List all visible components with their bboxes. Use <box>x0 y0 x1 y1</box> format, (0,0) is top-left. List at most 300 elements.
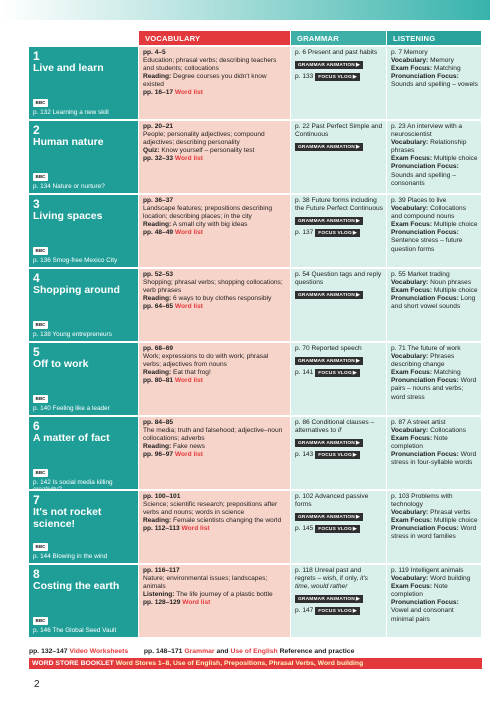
listening-line <box>391 65 478 73</box>
grammar-topic <box>295 345 383 353</box>
vocabulary-cell <box>139 267 291 341</box>
vocabulary-line <box>143 443 287 451</box>
grammar-cell <box>291 193 387 267</box>
listening-key: Exam Focus: <box>391 65 433 73</box>
vocabulary-text: Female scientists changing the world <box>171 517 282 525</box>
vocabulary-text: pp. 84–85 <box>143 419 174 426</box>
top-gradient-bar <box>0 0 490 20</box>
listening-key: Pronunciation Focus: <box>391 451 459 459</box>
vocabulary-key: Reading: <box>143 517 172 525</box>
vocabulary-cell <box>139 119 291 193</box>
listening-cell <box>387 341 482 415</box>
focus-vlog-page: p. 145 <box>295 524 314 532</box>
word-list-link: Word list <box>182 599 211 607</box>
listening-key: Exam Focus: <box>391 435 433 443</box>
listening-text: p. 7 Memory <box>391 49 428 56</box>
bbc-logo-icon: BBC <box>33 469 48 477</box>
unit-cell <box>29 267 139 341</box>
badge-label: GRAMMAR ANIMATION <box>298 63 355 69</box>
listening-line <box>391 279 478 287</box>
unit-number: 2 <box>33 123 40 137</box>
bbc-logo-icon: BBC <box>33 173 48 181</box>
vocabulary-line <box>143 501 287 517</box>
listening-text: Phrases describing change <box>391 353 455 369</box>
badge-label: GRAMMAR ANIMATION <box>298 219 355 225</box>
play-icon: ▶ <box>355 62 361 69</box>
vocabulary-line <box>143 567 287 575</box>
unit-number: 3 <box>33 197 40 211</box>
header-grammar: GRAMMAR <box>291 31 387 45</box>
unit-video-link: p. 140 Feeling like a leader <box>33 405 110 412</box>
listening-text: Matching <box>432 369 461 377</box>
unit-number: 4 <box>33 271 40 285</box>
listening-line <box>391 49 478 57</box>
vocabulary-cell <box>139 563 291 637</box>
vocabulary-line <box>143 575 287 591</box>
word-list-link: Word list <box>174 229 203 237</box>
vocabulary-line <box>143 229 287 237</box>
focus-vlog-row <box>295 605 383 615</box>
bbc-logo-icon: BBC <box>33 395 48 403</box>
vocabulary-line <box>143 155 287 163</box>
play-icon: ▶ <box>352 230 357 237</box>
play-icon: ▶ <box>352 74 357 81</box>
vocabulary-line <box>143 295 287 303</box>
vocabulary-line <box>143 493 287 501</box>
play-icon: ▶ <box>355 218 361 225</box>
focus-vlog-page: p. 137 <box>295 228 314 236</box>
grammar-animation-row <box>295 289 383 299</box>
unit-video-link: p. 136 Smog-free Mexico City <box>33 257 118 264</box>
focus-vlog-row <box>295 523 383 533</box>
grammar-topic <box>295 49 383 57</box>
play-icon: ▶ <box>352 608 357 615</box>
vocabulary-line <box>143 271 287 279</box>
listening-text: Word stress in word families <box>391 525 477 541</box>
unit-cell <box>29 193 139 267</box>
vocabulary-text: pp. 68–69 <box>143 345 174 352</box>
unit-number: 5 <box>33 345 40 359</box>
listening-cell <box>387 489 482 563</box>
word-store-bar <box>29 658 482 669</box>
listening-text: Multiple choice <box>432 221 478 229</box>
vocabulary-text: pp. 4–5 <box>143 49 166 56</box>
grammar-text: p. 38 Future forms including the Future Perfect Continuous <box>295 197 383 213</box>
listening-text: Sounds and spelling – vowels <box>391 81 478 89</box>
listening-text: Long and short vowel sounds <box>391 295 476 311</box>
vocabulary-line <box>143 419 287 427</box>
listening-key: Exam Focus: <box>391 287 433 295</box>
grammar-text: p. 54 Question tags and reply questions <box>295 271 382 287</box>
grammar-topic <box>295 567 383 591</box>
listening-line <box>391 583 478 599</box>
unit-title: Live and learn <box>33 62 104 74</box>
listening-line <box>391 295 478 311</box>
listening-key: Exam Focus: <box>391 517 433 525</box>
unit-title: Costing the earth <box>33 580 120 592</box>
header-blank <box>29 31 139 45</box>
grammar-animation-badge <box>295 513 363 521</box>
vocabulary-line <box>143 353 287 369</box>
unit-number: 8 <box>33 567 40 581</box>
vocabulary-text: pp. 48–49 <box>143 229 175 237</box>
listening-line <box>391 369 478 377</box>
bbc-logo-icon: BBC <box>33 247 48 255</box>
listening-key: Vocabulary: <box>391 575 429 583</box>
vocabulary-text: pp. 64–65 <box>143 303 175 311</box>
listening-line <box>391 353 478 369</box>
listening-text: Multiple choice <box>432 517 478 525</box>
vocabulary-text: Shopping; phrasal verbs; shopping collocations; verb phrases <box>143 279 283 295</box>
vocabulary-line <box>143 131 287 147</box>
grammar-cell <box>291 119 387 193</box>
vocabulary-line <box>143 369 287 377</box>
listening-key: Pronunciation Focus: <box>391 163 459 171</box>
badge-label: GRAMMAR ANIMATION <box>298 359 355 365</box>
unit-cell <box>29 563 139 637</box>
vocabulary-line <box>143 205 287 221</box>
grammar-cell <box>291 267 387 341</box>
vocabulary-text: Education; phrasal verbs; describing teachers and students; collocations <box>143 57 277 73</box>
vocabulary-text: Science; scientific research; prepositions after verbs and nouns; words in science <box>143 501 278 517</box>
unit-title: A matter of fact <box>33 432 110 444</box>
grammar-animation-row <box>295 215 383 225</box>
listening-key: Vocabulary: <box>391 57 429 65</box>
unit-cell <box>29 119 139 193</box>
listening-text: Word building <box>428 575 471 583</box>
listening-line <box>391 493 478 509</box>
grammar-animation-badge <box>295 595 363 603</box>
unit-rows <box>29 45 482 637</box>
vocabulary-text: Eat that frog! <box>171 369 211 377</box>
play-icon: ▶ <box>355 514 361 521</box>
listening-text: Matching <box>432 65 461 73</box>
listening-line <box>391 419 478 427</box>
listening-text: p. 39 Places to live <box>391 197 447 204</box>
listening-key: Pronunciation Focus: <box>391 599 459 607</box>
listening-text: p. 119 Intelligent animals <box>391 567 464 574</box>
vocabulary-line <box>143 221 287 229</box>
vocabulary-key: Reading: <box>143 73 172 81</box>
listening-key: Pronunciation Focus: <box>391 377 459 385</box>
word-store-label: WORD STORE BOOKLET <box>32 660 114 667</box>
listening-line <box>391 377 478 401</box>
unit-number: 6 <box>33 419 40 433</box>
vocabulary-text: People; personality adjectives; compound adjectives; describing personality <box>143 131 265 147</box>
listening-key: Exam Focus: <box>391 583 433 591</box>
unit-row <box>29 489 482 563</box>
vocabulary-cell <box>139 489 291 563</box>
unit-row <box>29 119 482 193</box>
grammar-text: p. 118 Unreal past and regrets – wish, if only, <box>295 567 362 583</box>
grammar-text: p. 22 Past Perfect Simple and Continuous <box>295 123 383 139</box>
listening-cell <box>387 119 482 193</box>
badge-label: FOCUS VLOG <box>318 453 352 459</box>
unit-video-link: p. 134 Nature or nurture? <box>33 183 105 190</box>
badge-label: GRAMMAR ANIMATION <box>298 293 355 299</box>
listening-key: Exam Focus: <box>391 221 433 229</box>
vocabulary-text: pp. 36–37 <box>143 197 174 204</box>
vocabulary-line <box>143 599 287 607</box>
unit-title: It's not rocket science! <box>33 506 102 530</box>
listening-key: Vocabulary: <box>391 279 429 287</box>
vocabulary-line <box>143 591 287 599</box>
listening-line <box>391 163 478 187</box>
focus-vlog-badge <box>315 369 360 377</box>
unit-row <box>29 415 482 489</box>
vocabulary-cell <box>139 45 291 119</box>
grammar-animation-row <box>295 593 383 603</box>
vocabulary-text: Landscape features; prepositions describing location; describing places; in the city <box>143 205 273 221</box>
listening-text: p. 87 A street artist <box>391 419 446 426</box>
listening-cell <box>387 267 482 341</box>
badge-label: FOCUS VLOG <box>318 75 352 81</box>
listening-cell <box>387 415 482 489</box>
reference-practice-text: Reference and practice <box>279 648 355 655</box>
badge-label: FOCUS VLOG <box>318 527 352 533</box>
vocabulary-line <box>143 525 287 533</box>
listening-text: p. 71 The future of work <box>391 345 461 352</box>
use-of-english-word: Use of English <box>230 648 278 655</box>
unit-video-link: p. 138 Young entrepreneurs <box>33 331 112 338</box>
vocabulary-text: Fake news <box>171 443 205 451</box>
badge-label: GRAMMAR ANIMATION <box>298 597 355 603</box>
word-list-link: Word list <box>174 155 203 163</box>
listening-key: Exam Focus: <box>391 369 433 377</box>
listening-line <box>391 567 478 575</box>
focus-vlog-badge <box>315 73 360 81</box>
listening-key: Pronunciation Focus: <box>391 229 459 237</box>
grammar-italic: if <box>337 427 342 435</box>
listening-line <box>391 123 478 139</box>
grammar-animation-row <box>295 355 383 365</box>
vocabulary-line <box>143 279 287 295</box>
grammar-topic <box>295 419 383 435</box>
listening-text: Memory <box>428 57 454 65</box>
unit-row <box>29 563 482 637</box>
unit-video-link: p. 142 Is social media killing <box>33 479 113 486</box>
video-worksheets-pages: pp. 132–147 <box>29 648 68 655</box>
grammar-text: p. 6 Present and past habits <box>295 49 378 56</box>
grammar-cell <box>291 489 387 563</box>
grammar-cell <box>291 341 387 415</box>
unit-row <box>29 267 482 341</box>
play-icon: ▶ <box>355 596 361 603</box>
listening-text: Multiple choice <box>432 287 478 295</box>
header-vocabulary: VOCABULARY <box>139 31 291 45</box>
grammar-animation-badge <box>295 291 363 299</box>
listening-key: Pronunciation Focus: <box>391 525 459 533</box>
vocabulary-text: pp. 16–17 <box>143 89 175 97</box>
vocabulary-text: The media; truth and falsehood; adjective–noun collocations; adverbs <box>143 427 283 443</box>
listening-key: Pronunciation Focus: <box>391 295 459 303</box>
vocabulary-line <box>143 427 287 443</box>
listening-text: Word pairs – nouns and verbs; word stress <box>391 377 477 401</box>
focus-vlog-badge <box>315 451 360 459</box>
vocabulary-text: pp. 112–113 <box>143 525 182 533</box>
listening-key: Vocabulary: <box>391 353 429 361</box>
unit-row <box>29 341 482 415</box>
badge-label: FOCUS VLOG <box>318 609 352 615</box>
grammar-cell <box>291 45 387 119</box>
listening-line <box>391 517 478 525</box>
word-store-text: Word Stores 1–8, Use of English, Prepositions, Phrasal Verbs, Word building <box>115 660 364 667</box>
focus-vlog-page: p. 143 <box>295 450 314 458</box>
vocabulary-line <box>143 57 287 73</box>
vocabulary-text: A small city with big ideas <box>171 221 248 229</box>
grammar-animation-badge <box>295 357 363 365</box>
listening-line <box>391 221 478 229</box>
listening-cell <box>387 193 482 267</box>
grammar-animation-row <box>295 511 383 521</box>
unit-title: Off to work <box>33 358 89 370</box>
listening-line <box>391 197 478 205</box>
vocabulary-key: Listening: <box>143 591 175 599</box>
vocabulary-text: pp. 128–129 <box>143 599 183 607</box>
listening-text: Collocations <box>428 427 467 435</box>
play-icon: ▶ <box>355 440 361 447</box>
vocabulary-line <box>143 49 287 57</box>
listening-text: p. 23 An interview with a neuroscientist <box>391 123 463 139</box>
vocabulary-text: 6 ways to buy clothes responsibly <box>171 295 272 303</box>
grammar-animation-row <box>295 59 383 69</box>
play-icon: ▶ <box>355 358 361 365</box>
grammar-cell <box>291 415 387 489</box>
badge-label: FOCUS VLOG <box>318 231 352 237</box>
listening-text: Sounds and spelling – consonants <box>391 171 456 187</box>
listening-cell <box>387 45 482 119</box>
play-icon: ▶ <box>355 144 361 151</box>
unit-cell <box>29 489 139 563</box>
listening-text: Multiple choice <box>432 155 478 163</box>
vocabulary-line <box>143 377 287 385</box>
listening-text: p. 55 Market trading <box>391 271 450 278</box>
unit-cell <box>29 415 139 489</box>
listening-line <box>391 271 478 279</box>
vocabulary-text: pp. 96–97 <box>143 451 175 459</box>
unit-row <box>29 45 482 119</box>
vocabulary-line <box>143 197 287 205</box>
listening-line <box>391 427 478 435</box>
listening-key: Exam Focus: <box>391 155 433 163</box>
unit-row <box>29 193 482 267</box>
vocabulary-cell <box>139 415 291 489</box>
listening-text: Phrasal verbs <box>428 509 471 517</box>
listening-line <box>391 435 478 451</box>
focus-vlog-row <box>295 367 383 377</box>
listening-line <box>391 73 478 89</box>
vocabulary-line <box>143 345 287 353</box>
vocabulary-line <box>143 123 287 131</box>
listening-line <box>391 345 478 353</box>
unit-cell <box>29 45 139 119</box>
vocabulary-text: pp. 20–21 <box>143 123 174 130</box>
grammar-reference-word: Grammar <box>184 648 215 655</box>
grammar-reference-pages: pp. 148–171 <box>143 648 183 655</box>
unit-video-link: p. 132 Learning a new skill <box>33 109 109 116</box>
vocabulary-line <box>143 89 287 97</box>
vocabulary-key: Reading: <box>143 443 172 451</box>
bbc-logo-icon: BBC <box>33 617 48 625</box>
word-list-link: Word list <box>174 89 203 97</box>
vocabulary-line <box>143 451 287 459</box>
unit-video-link: p. 146 The Global Seed Vault <box>33 627 117 634</box>
listening-text: Collocations and compound nouns <box>391 205 467 221</box>
listening-key: Vocabulary: <box>391 139 429 147</box>
focus-vlog-badge <box>315 607 360 615</box>
listening-line <box>391 57 478 65</box>
page-number: 2 <box>34 679 40 690</box>
badge-label: GRAMMAR ANIMATION <box>298 441 355 447</box>
grammar-animation-row <box>295 437 383 447</box>
grammar-topic <box>295 271 383 287</box>
unit-number: 1 <box>33 49 40 63</box>
vocabulary-line <box>143 303 287 311</box>
listening-key: Vocabulary: <box>391 427 429 435</box>
grammar-animation-badge <box>295 439 363 447</box>
vocabulary-line <box>143 73 287 89</box>
listening-cell <box>387 563 482 637</box>
listening-line <box>391 599 478 623</box>
word-list-link: Word list <box>174 451 203 459</box>
vocabulary-line <box>143 147 287 155</box>
unit-cell <box>29 341 139 415</box>
play-icon: ▶ <box>352 452 357 459</box>
unit-title: Shopping around <box>33 284 120 296</box>
badge-label: GRAMMAR ANIMATION <box>298 145 355 151</box>
listening-text: Note completion <box>391 435 448 451</box>
header-listening: LISTENING <box>387 31 482 45</box>
focus-vlog-page: p. 141 <box>295 368 314 376</box>
grammar-topic <box>295 197 383 213</box>
and-word: and <box>216 648 229 655</box>
listening-text: Word stress in four-syllable words <box>391 451 477 467</box>
listening-line <box>391 287 478 295</box>
focus-vlog-page: p. 147 <box>295 607 314 615</box>
play-icon: ▶ <box>352 526 357 533</box>
video-worksheets-label: Video Worksheets <box>69 648 129 655</box>
listening-key: Vocabulary: <box>391 205 429 213</box>
vocabulary-key: Reading: <box>143 295 172 303</box>
grammar-animation-badge <box>295 217 363 225</box>
vocabulary-text: pp. 80–81 <box>143 377 175 385</box>
bbc-logo-icon: BBC <box>33 99 48 107</box>
badge-label: FOCUS VLOG <box>318 371 352 377</box>
focus-vlog-page: p. 133 <box>295 72 314 80</box>
vocabulary-text: pp. 32–33 <box>143 155 175 163</box>
listening-text: p. 103 Problems with technology <box>391 493 453 509</box>
contents-table <box>29 31 482 637</box>
vocabulary-cell <box>139 341 291 415</box>
word-list-link: Word list <box>181 525 210 533</box>
grammar-topic <box>295 493 383 509</box>
play-icon: ▶ <box>355 292 361 299</box>
badge-label: GRAMMAR ANIMATION <box>298 515 355 521</box>
grammar-animation-badge <box>295 61 363 69</box>
vocabulary-text: Know yourself – personality test <box>159 147 255 155</box>
grammar-text: p. 70 Reported speech <box>295 345 362 352</box>
unit-video-link: p. 144 Blowing in the wind <box>33 553 108 560</box>
listening-text: Vowel and consonant minimal pairs <box>391 607 454 623</box>
vocabulary-key: Reading: <box>143 369 172 377</box>
grammar-text: p. 86 Conditional clauses – alternatives to <box>295 419 375 435</box>
vocabulary-cell <box>139 193 291 267</box>
word-list-link: Word list <box>174 377 203 385</box>
unit-number: 7 <box>33 493 40 507</box>
focus-vlog-row <box>295 449 383 459</box>
focus-vlog-row <box>295 71 383 81</box>
word-list-link: Word list <box>174 303 203 311</box>
